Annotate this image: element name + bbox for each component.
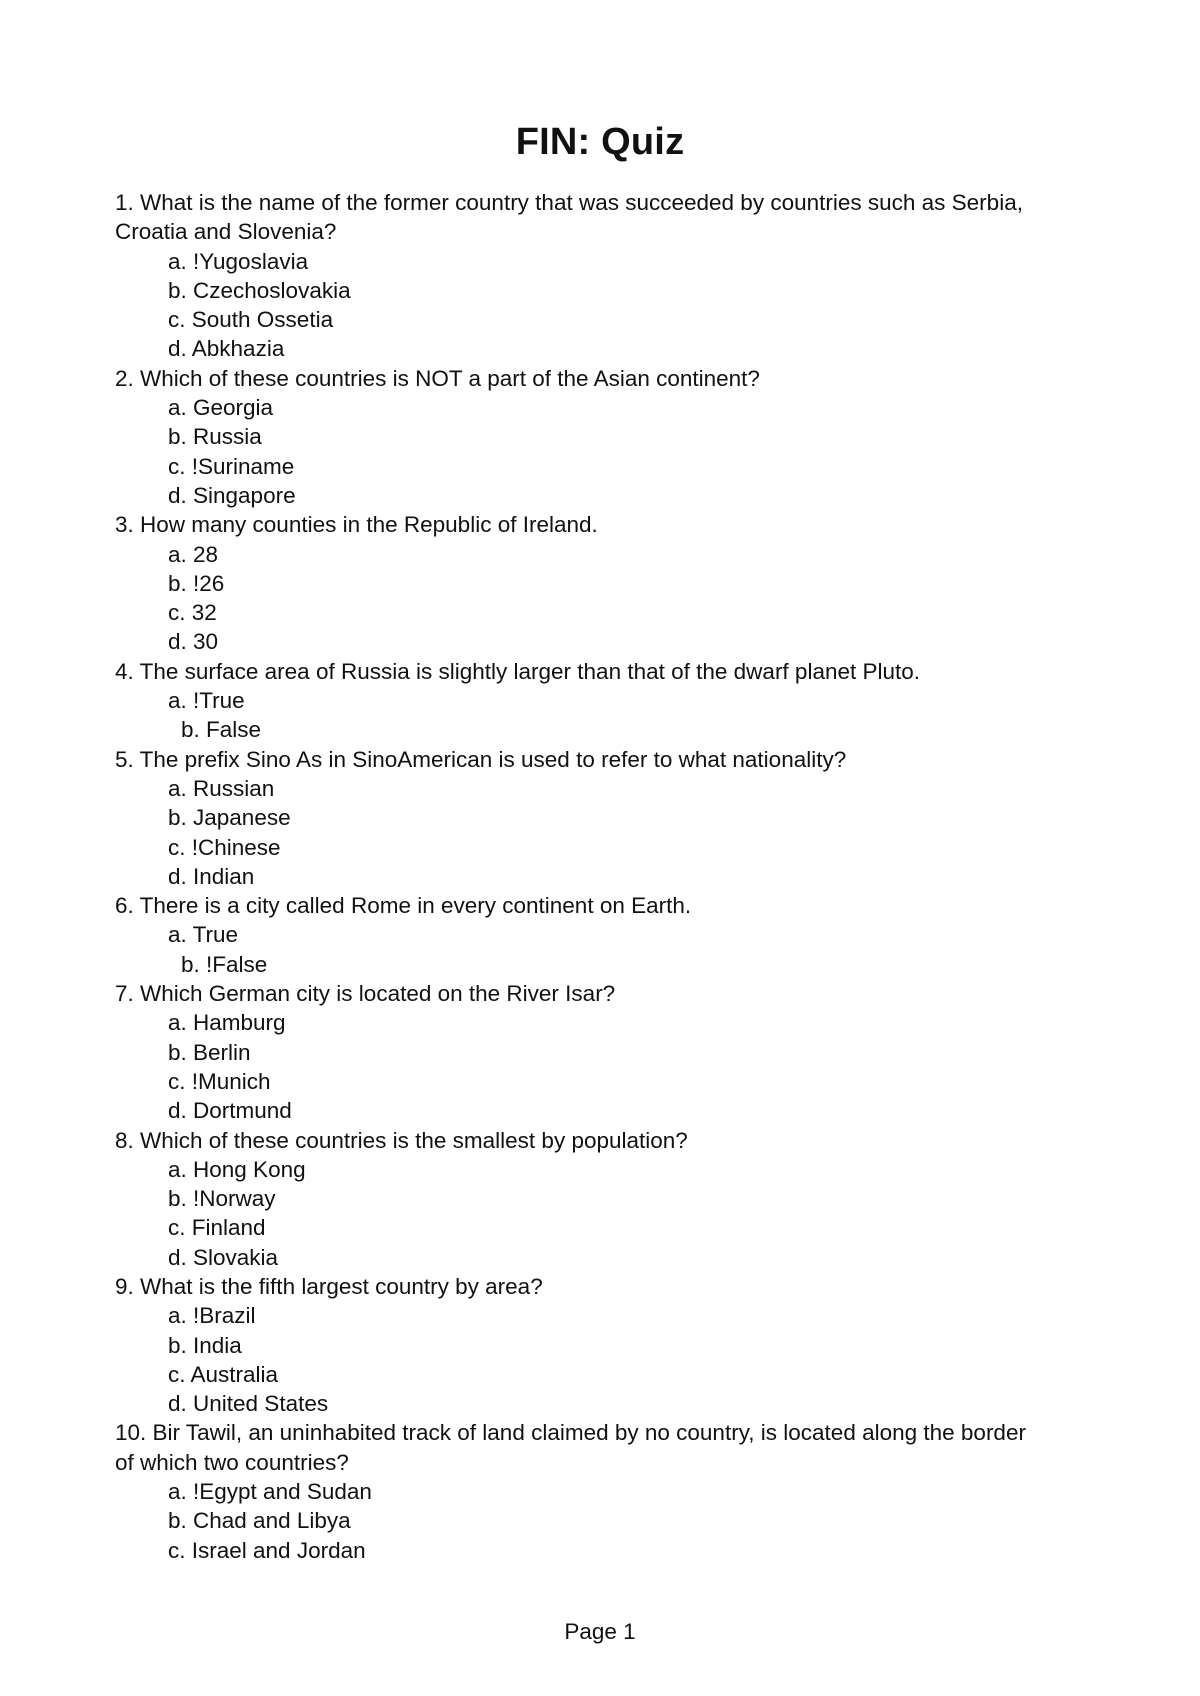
question-text: 6. There is a city called Rome in every continent on Earth. <box>115 893 692 919</box>
question-text: 4. The surface area of Russia is slightly larger than that of the dwarf planet Pluto. <box>115 658 921 684</box>
answer-option: b. !Norway <box>168 1186 276 1212</box>
answer-option: c. Australia <box>168 1361 279 1387</box>
answer-option: c. !Suriname <box>168 453 295 479</box>
question-text: 1. What is the name of the former country that was succeeded by countries such as Serbia, Croatia and Slovenia? <box>115 190 1023 245</box>
question-text: 8. Which of these countries is the smallest by population? <box>115 1127 688 1153</box>
question-block <box>115 1126 1045 1272</box>
question-text: 9. What is the fifth largest country by area? <box>115 1273 543 1299</box>
answer-option: a. !Egypt and Sudan <box>168 1479 372 1505</box>
answer-option: a. Georgia <box>168 395 274 421</box>
answer-option: a. !Yugoslavia <box>168 248 309 274</box>
quiz-body <box>115 188 1045 1565</box>
answer-option: a. True <box>168 922 239 948</box>
answer-option: d. Dortmund <box>168 1098 292 1124</box>
question-text: 3. How many counties in the Republic of Ireland. <box>115 512 598 538</box>
page-title: FIN: Quiz <box>515 121 685 163</box>
answer-option: b. Russia <box>168 424 262 450</box>
answer-option: c. Israel and Jordan <box>168 1537 366 1563</box>
answer-option: d. Abkhazia <box>168 336 285 362</box>
question-text: 2. Which of these countries is NOT a part of the Asian continent? <box>115 365 760 391</box>
answer-option: a. Russian <box>168 775 275 801</box>
answer-option: b. Czechoslovakia <box>168 277 351 303</box>
answer-option: d. Slovakia <box>168 1244 279 1270</box>
question-block <box>115 745 1045 891</box>
answer-option: b. Chad and Libya <box>168 1508 351 1534</box>
question-block <box>115 979 1045 1125</box>
question-block <box>115 510 1045 656</box>
question-block <box>115 188 1045 364</box>
answer-option: c. Finland <box>168 1215 266 1241</box>
answer-option: d. 30 <box>168 629 219 655</box>
answer-option: a. Hamburg <box>168 1010 286 1036</box>
answer-option: b. India <box>168 1332 242 1358</box>
answer-option: d. Indian <box>168 863 255 889</box>
answer-option: c. 32 <box>168 600 217 626</box>
answer-option: b. False <box>181 717 262 743</box>
question-block <box>115 364 1045 510</box>
answer-option: a. Hong Kong <box>168 1156 306 1182</box>
answer-option: a. !Brazil <box>168 1303 256 1329</box>
answer-option: b. !False <box>181 951 268 977</box>
question-block <box>115 1272 1045 1418</box>
answer-option: d. United States <box>168 1391 329 1417</box>
question-text: 5. The prefix Sino As in SinoAmerican is used to refer to what nationality? <box>115 746 847 772</box>
answer-option: b. Japanese <box>168 805 291 831</box>
question-text: 10. Bir Tawil, an uninhabited track of land claimed by no country, is located along the border of which two countries? <box>115 1420 1026 1475</box>
answer-option: c. !Chinese <box>168 834 281 860</box>
answer-option: a. !True <box>168 688 245 714</box>
page-number: Page 1 <box>564 1619 636 1644</box>
answer-option: c. South Ossetia <box>168 307 334 333</box>
answer-option: b. Berlin <box>168 1039 251 1065</box>
question-block <box>115 1418 1045 1564</box>
answer-option: d. Singapore <box>168 482 296 508</box>
answer-option: a. 28 <box>168 541 219 567</box>
question-block <box>115 891 1045 979</box>
answer-option: b. !26 <box>168 570 225 596</box>
question-text: 7. Which German city is located on the River Isar? <box>115 981 616 1007</box>
answer-option: c. !Munich <box>168 1068 271 1094</box>
question-block <box>115 657 1045 745</box>
